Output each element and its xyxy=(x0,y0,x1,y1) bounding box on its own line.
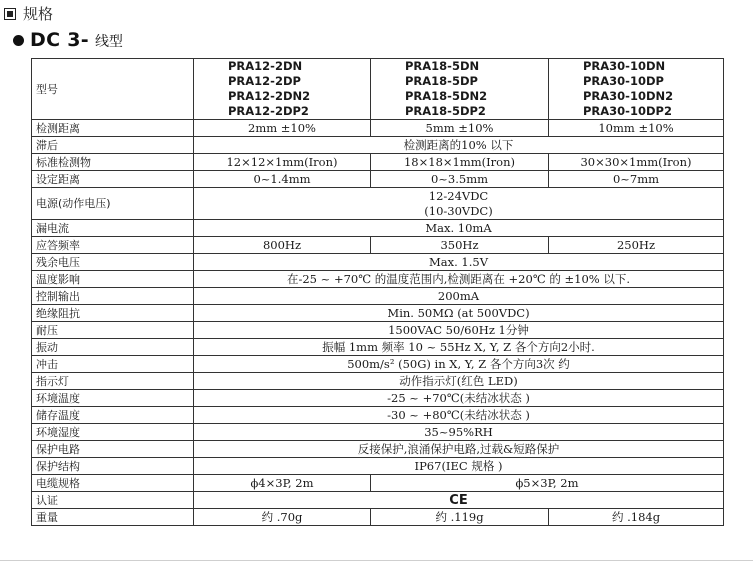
cell-value: ϕ5×3P, 2m xyxy=(371,475,724,492)
section-heading-text: 规格 xyxy=(23,5,54,23)
model-name: PRA18-5DN xyxy=(405,59,480,73)
table-row xyxy=(32,154,724,171)
cell-value: 约 .119g xyxy=(371,509,549,526)
power-line: 12-24VDC xyxy=(428,188,489,203)
cell-value: Min. 50MΩ (at 500VDC) xyxy=(194,305,724,322)
table-row xyxy=(32,509,724,526)
table-row xyxy=(32,271,724,288)
table-row xyxy=(32,339,724,356)
cell-value: 0~1.4mm xyxy=(194,171,371,188)
cell-value: 0~3.5mm xyxy=(371,171,549,188)
subtitle-suffix: 线型 xyxy=(94,34,123,50)
cell-value: 30×30×1mm(Iron) xyxy=(549,154,724,171)
table-row xyxy=(32,441,724,458)
model-cell xyxy=(549,59,724,120)
row-label: 应答频率 xyxy=(32,237,194,254)
cell-value: 在-25 ~ +70℃ 的温度范围内,检测距离在 +20℃ 的 ±10% 以下. xyxy=(194,271,724,288)
ce-mark-icon: CE xyxy=(449,492,468,508)
model-cell xyxy=(371,59,549,120)
table-row xyxy=(32,120,724,137)
row-label: 控制输出 xyxy=(32,288,194,305)
square-bullet-icon xyxy=(4,8,16,20)
model-name: PRA18-5DN2 xyxy=(405,89,488,103)
spec-subtitle xyxy=(13,29,123,51)
row-label: 保护电路 xyxy=(32,441,194,458)
model-cell xyxy=(194,59,371,120)
row-label: 温度影响 xyxy=(32,271,194,288)
table-row xyxy=(32,188,724,220)
model-name: PRA18-5DP xyxy=(405,74,478,88)
cell-value: 2mm ±10% xyxy=(194,120,371,137)
cell-value: 250Hz xyxy=(549,237,724,254)
row-label: 电源(动作电压) xyxy=(32,188,194,220)
row-label: 耐压 xyxy=(32,322,194,339)
table-row xyxy=(32,458,724,475)
row-label: 检测距离 xyxy=(32,120,194,137)
row-label: 标准检测物 xyxy=(32,154,194,171)
cell-value: 350Hz xyxy=(371,237,549,254)
model-name: PRA12-2DP xyxy=(228,74,301,88)
ce-mark-cell xyxy=(194,492,724,509)
cell-value: -30 ~ +80℃(未结冰状态 ) xyxy=(194,407,724,424)
cell-value: 振幅 1mm 频率 10 ~ 55Hz X, Y, Z 各个方向2小时. xyxy=(194,339,724,356)
table-row xyxy=(32,137,724,154)
row-label: 型号 xyxy=(32,59,194,120)
row-label: 残余电压 xyxy=(32,254,194,271)
cell-value: 5mm ±10% xyxy=(371,120,549,137)
row-label: 振动 xyxy=(32,339,194,356)
model-name: PRA12-2DN2 xyxy=(228,89,311,103)
table-row xyxy=(32,254,724,271)
cell-value: 35~95%RH xyxy=(194,424,724,441)
table-row xyxy=(32,220,724,237)
cell-value: 约 .184g xyxy=(549,509,724,526)
cell-value: Max. 10mA xyxy=(194,220,724,237)
cell-value: 反接保护,浪涌保护电路,过载&短路保护 xyxy=(194,441,724,458)
cell-value: 动作指示灯(红色 LED) xyxy=(194,373,724,390)
row-label: 漏电流 xyxy=(32,220,194,237)
table-row xyxy=(32,322,724,339)
table-row xyxy=(32,171,724,188)
table-row xyxy=(32,407,724,424)
model-name: PRA12-2DP2 xyxy=(228,104,309,118)
row-label: 绝缘阻抗 xyxy=(32,305,194,322)
row-label: 冲击 xyxy=(32,356,194,373)
table-row xyxy=(32,424,724,441)
table-row-model xyxy=(32,59,724,120)
table-row xyxy=(32,475,724,492)
row-label: 环境湿度 xyxy=(32,424,194,441)
cell-value: 1500VAC 50/60Hz 1分钟 xyxy=(194,322,724,339)
round-bullet-icon xyxy=(13,35,24,46)
row-label: 环境温度 xyxy=(32,390,194,407)
row-label: 电缆规格 xyxy=(32,475,194,492)
table-row xyxy=(32,373,724,390)
cell-value: -25 ~ +70℃(未结冰状态 ) xyxy=(194,390,724,407)
table-row xyxy=(32,305,724,322)
row-label: 重量 xyxy=(32,509,194,526)
spec-table xyxy=(31,58,724,526)
cell-value: 18×18×1mm(Iron) xyxy=(371,154,549,171)
cell-value: 10mm ±10% xyxy=(549,120,724,137)
row-label: 储存温度 xyxy=(32,407,194,424)
model-name: PRA18-5DP2 xyxy=(405,104,486,118)
row-label: 设定距离 xyxy=(32,171,194,188)
row-label: 认证 xyxy=(32,492,194,509)
cell-value: 约 .70g xyxy=(194,509,371,526)
model-name: PRA30-10DP xyxy=(583,74,664,88)
row-label: 保护结构 xyxy=(32,458,194,475)
section-heading xyxy=(4,3,53,24)
table-row xyxy=(32,237,724,254)
cell-value: 检测距离的10% 以下 xyxy=(194,137,724,154)
cell-value: IP67(IEC 规格 ) xyxy=(194,458,724,475)
cell-value: ϕ4×3P, 2m xyxy=(194,475,371,492)
cell-value: 200mA xyxy=(194,288,724,305)
power-line: (10-30VDC) xyxy=(424,203,493,218)
cell-value: 500m/s² (50G) in X, Y, Z 各个方向3次 约 xyxy=(194,356,724,373)
row-label: 指示灯 xyxy=(32,373,194,390)
table-row xyxy=(32,356,724,373)
model-name: PRA30-10DP2 xyxy=(583,104,672,118)
model-name: PRA30-10DN xyxy=(583,59,666,73)
table-row xyxy=(32,492,724,509)
cell-value: Max. 1.5V xyxy=(194,254,724,271)
model-name: PRA30-10DN2 xyxy=(583,89,674,103)
cell-value xyxy=(194,188,724,220)
row-label: 滞后 xyxy=(32,137,194,154)
bottom-divider xyxy=(0,560,753,561)
table-row xyxy=(32,390,724,407)
table-row xyxy=(32,288,724,305)
cell-value: 0~7mm xyxy=(549,171,724,188)
model-name: PRA12-2DN xyxy=(228,59,303,73)
cell-value: 12×12×1mm(Iron) xyxy=(194,154,371,171)
subtitle-main: DC 3- xyxy=(30,29,89,51)
cell-value: 800Hz xyxy=(194,237,371,254)
